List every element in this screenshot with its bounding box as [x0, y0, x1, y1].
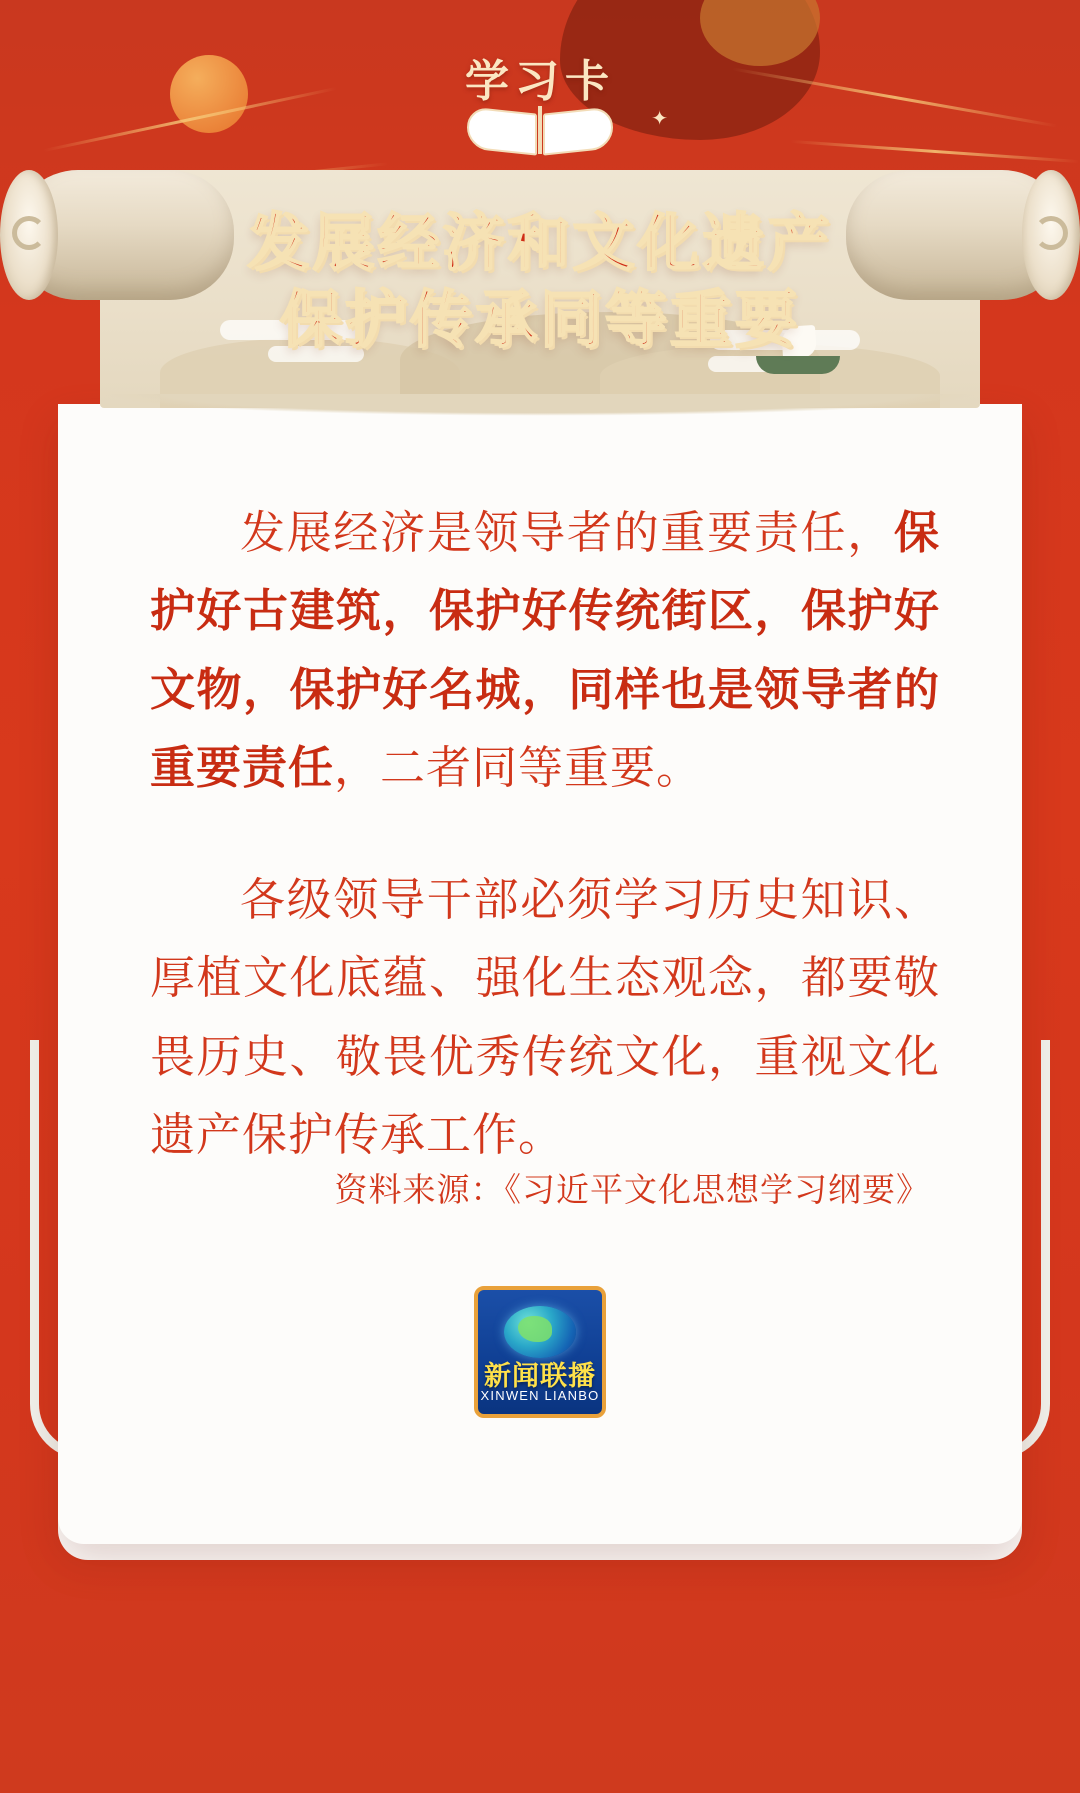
content-card [58, 404, 1022, 1544]
source-citation: 资料来源：《习近平文化思想学习纲要》 [334, 1171, 930, 1208]
body-copy [150, 494, 940, 1174]
quote-paragraph-1 [150, 494, 940, 807]
title-scroll [14, 160, 1066, 410]
sparkle-icon: ✦ [651, 108, 668, 130]
open-book-icon [465, 110, 615, 156]
globe-icon [504, 1306, 576, 1358]
book-page-right [543, 106, 613, 155]
xinwen-lianbo-logo [474, 1286, 606, 1418]
page-title [14, 206, 1066, 360]
book-page-left [467, 106, 537, 155]
page-title-line-2: 保护传承同等重要 [279, 286, 800, 355]
study-card-badge [390, 57, 690, 156]
badge-label: 学习卡 [465, 57, 615, 106]
book-spine [538, 106, 542, 154]
paragraph-1-emphasis: 保护好古建筑，保护好传统街区，保护好文物，保护好名城，同样也是领导者的重要责任 [150, 507, 940, 793]
logo-name-en: XINWEN LIANBO [480, 1388, 600, 1403]
paragraph-1-text-a: 发展经济是领导者的重要责任， [240, 507, 894, 558]
paragraph-1-text-b: ，二者同等重要。 [334, 741, 703, 793]
page-title-line-1: 发展经济和文化遗产 [247, 210, 833, 278]
quote-paragraph-2: 各级领导干部必须学习历史知识、厚植文化底蕴、强化生态观念，都要敬畏历史、敬畏优秀传统文化，重视文化遗产保护传承工作。 [150, 874, 940, 1161]
logo-name-cn: 新闻联播 [484, 1361, 596, 1391]
